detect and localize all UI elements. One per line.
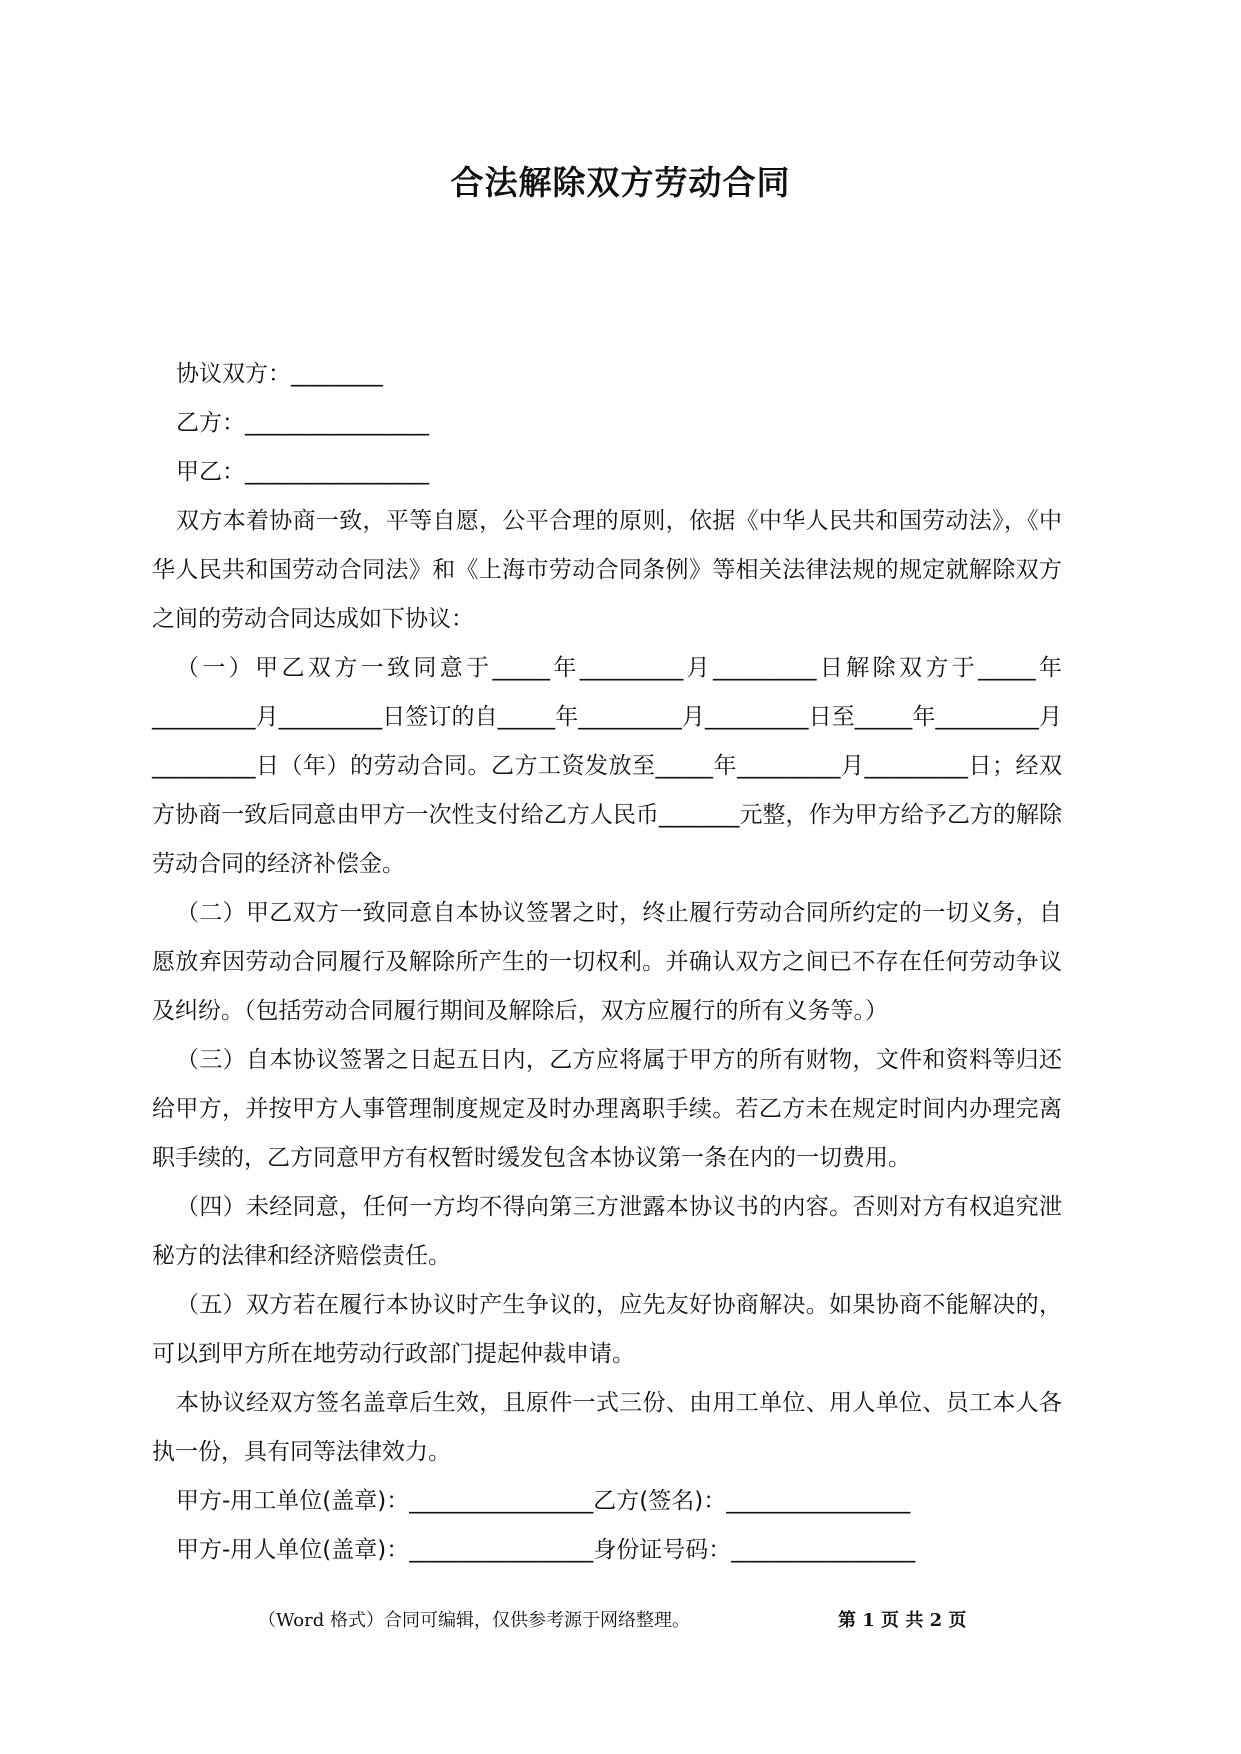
party-a-line: 甲乙：________________ [176,459,429,485]
clause-3-paragraph: （三）自本协议签署之日起五日内，乙方应将属于甲方的所有财物，文件和资料等归还给甲方，并按甲方人事管理制度规定及时办理离职手续。若乙方未在规定时间内办理完离职手续的，乙方同意甲方有权暂时缓发包含本协议第一条在内的一切费用。 [152,1047,1062,1171]
signature-line-1: 甲方-用工单位(盖章)：________________乙方(签名)：________________ [176,1488,911,1514]
clause-4-paragraph: （四）未经同意，任何一方均不得向第三方泄露本协议书的内容。否则对方有权追究泄秘方的法律和经济赔偿责任。 [152,1194,1062,1269]
clause-5-paragraph: （五）双方若在履行本协议时产生争议的，应先友好协商解决。如果协商不能解决的，可以到甲方所在地劳动行政部门提起仲裁申请。 [152,1292,1062,1367]
document-title: 合法解除双方劳动合同 [450,163,791,202]
footer-note: （Word 格式）合同可编辑，仅供参考源于网络整理。 [258,1610,690,1631]
document-body [152,350,1062,1575]
page-number: 第 1 页 共 2 页 [838,1610,967,1631]
party-line: 协议双方：________ [176,361,383,387]
clause-2-paragraph: （二）甲乙双方一致同意自本协议签署之时，终止履行劳动合同所约定的一切义务，自愿放弃因劳动合同履行及解除所产生的一切权利。并确认双方之间已不存在任何劳动争议及纠纷。（包括劳动合同履行期间及解除后，双方应履行的所有义务等。） [152,900,1062,1024]
party-b-line: 乙方：________________ [176,410,429,436]
preamble-paragraph: 双方本着协商一致，平等自愿，公平合理的原则，依据《中华人民共和国劳动法》，《中华人民共和国劳动合同法》和《上海市劳动合同条例》等相关法律法规的规定就解除双方之间的劳动合同达成如下协议： [152,508,1062,632]
signature-line-2: 甲方-用人单位(盖章)：________________身份证号码：________________ [176,1537,916,1563]
clause-1-paragraph: （一）甲乙双方一致同意于_____年_________月_________日解除双方于_____年_________月_________日签订的自_____年_________月_________日至_____年_________月_________日（年）的劳动合同。乙方工资发放至_____年_________月_________日；经双方协商一致后同意由甲方一次性支付给乙方人民币_______元整，作为甲方给予乙方的解除劳动合同的经济补偿金。 [152,655,1062,877]
effectiveness-paragraph: 本协议经双方签名盖章后生效，且原件一式三份、由用工单位、用人单位、员工本人各执一份，具有同等法律效力。 [152,1390,1062,1465]
